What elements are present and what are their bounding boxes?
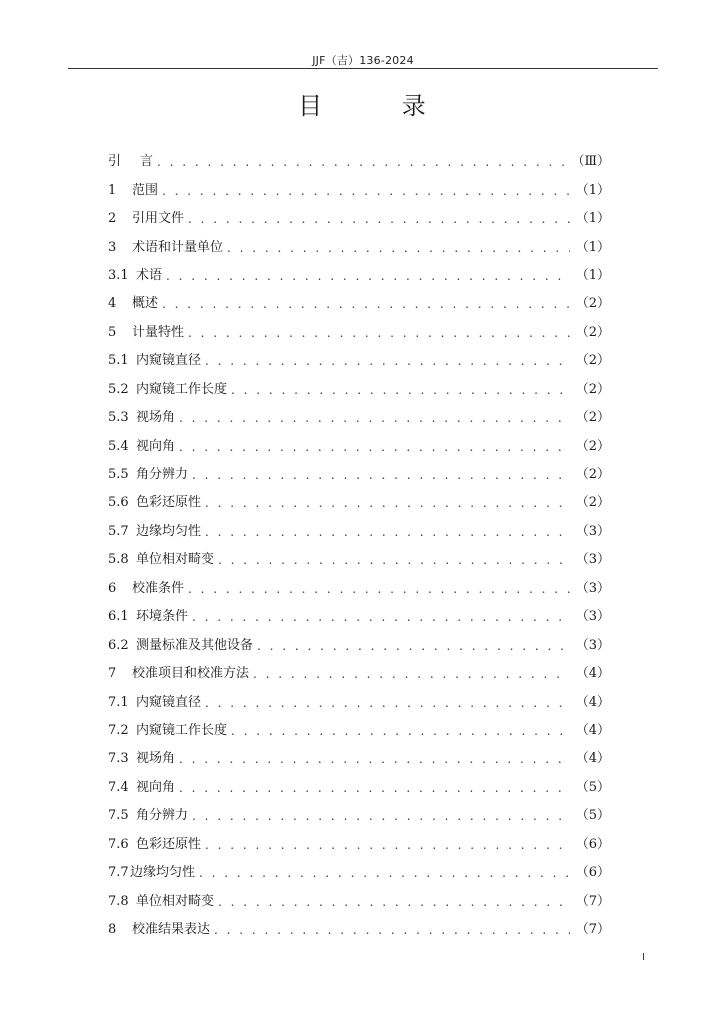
toc-entry-page: （5）: [575, 808, 610, 824]
toc-entry-number: 2: [108, 211, 117, 227]
toc-entry-number: 6.2: [108, 637, 129, 653]
toc-entry[interactable]: [108, 745, 610, 773]
toc-entry-page: （3）: [575, 580, 610, 596]
toc-dot-leader: [214, 916, 570, 944]
toc-entry-number: 7: [108, 666, 117, 682]
toc-entry[interactable]: [108, 262, 610, 290]
toc-entry-page: （2）: [575, 410, 610, 426]
page-number: I: [642, 952, 645, 963]
toc-dot-leader: [257, 632, 570, 660]
toc-dot-leader: [179, 774, 570, 802]
toc-entry-title: 校准结果表达: [132, 922, 211, 938]
toc-entry-title: 角分辨力: [136, 467, 189, 483]
toc-entry-number: 8: [108, 922, 117, 938]
toc-dot-leader: [253, 660, 570, 688]
toc-dot-leader: [218, 888, 570, 916]
page-title: 目 录: [298, 92, 462, 120]
toc-entry[interactable]: [108, 461, 610, 489]
toc-dot-leader: [227, 234, 570, 262]
toc-entry-title: 视向角: [136, 779, 176, 795]
toc-dot-leader: [199, 859, 570, 887]
toc-entry-title: 视场角: [136, 410, 176, 426]
toc-entry-page: （2）: [575, 353, 610, 369]
toc-entry[interactable]: [108, 802, 610, 830]
toc-entry-number: 7.6: [108, 836, 129, 852]
toc-entry[interactable]: [108, 774, 610, 802]
toc-entry[interactable]: [108, 916, 610, 944]
toc-entry-number: 5: [108, 324, 117, 340]
toc-dot-leader: [218, 546, 570, 574]
toc-entry-title: 言: [140, 154, 154, 170]
toc-entry[interactable]: [108, 631, 610, 659]
toc-entry-page: （3）: [575, 637, 610, 653]
toc-entry[interactable]: [108, 717, 610, 745]
toc-entry-title: 校准条件: [132, 580, 185, 596]
toc-entry-title: 视向角: [136, 438, 176, 454]
toc-entry-number: 6: [108, 580, 117, 596]
toc-entry[interactable]: [108, 887, 610, 915]
toc-entry[interactable]: [108, 660, 610, 688]
document-code-header: JJF（吉）136-2024: [312, 54, 414, 67]
toc-dot-leader: [231, 717, 570, 745]
toc-entry-page: （4）: [575, 666, 610, 682]
toc-entry-page: （2）: [575, 467, 610, 483]
toc-entry-title: 色彩还原性: [136, 836, 202, 852]
toc-entry-title: 术语和计量单位: [132, 239, 224, 255]
toc-entry-title: 内窥镜直径: [136, 694, 202, 710]
toc-entry-page: （2）: [575, 495, 610, 511]
toc-entry-page: （Ⅲ）: [571, 154, 610, 170]
toc-entry-title: 角分辨力: [136, 808, 189, 824]
toc-entry-number: 1: [108, 182, 117, 198]
toc-entry-number: 5.7: [108, 523, 129, 539]
toc-dot-leader: [192, 603, 570, 631]
toc-entry-number: 5.1: [108, 353, 129, 369]
toc-entry-title: 单位相对畸变: [136, 893, 215, 909]
toc-entry[interactable]: [108, 546, 610, 574]
toc-entry[interactable]: [108, 603, 610, 631]
toc-entry-number: 5.3: [108, 410, 129, 426]
toc-entry[interactable]: [108, 347, 610, 375]
toc-entry-title: 范围: [132, 182, 159, 198]
toc-entry-page: （1）: [575, 239, 610, 255]
toc-entry-title: 校准项目和校准方法: [132, 666, 250, 682]
toc-entry-number: 5.8: [108, 552, 129, 568]
toc-entry-page: （3）: [575, 523, 610, 539]
toc-entry-title: 计量特性: [132, 324, 185, 340]
toc-entry[interactable]: [108, 233, 610, 261]
toc-entry-title: 内窥镜工作长度: [136, 722, 228, 738]
toc-entry[interactable]: [108, 176, 610, 204]
toc-entry-page: （2）: [575, 324, 610, 340]
toc-entry-page: （1）: [575, 267, 610, 283]
toc-entry-number: 6.1: [108, 609, 129, 625]
toc-entry-number: 4: [108, 296, 117, 312]
toc-entry-number: 5.5: [108, 467, 129, 483]
toc-entry-page: （7）: [575, 893, 610, 909]
toc-entry-title: 内窥镜工作长度: [136, 381, 228, 397]
toc-entry-page: （2）: [575, 438, 610, 454]
toc-entry[interactable]: [108, 831, 610, 859]
toc-entry[interactable]: [108, 859, 610, 887]
toc-dot-leader: [162, 177, 570, 205]
toc-dot-leader: [205, 347, 570, 375]
toc-entry-number: 5.2: [108, 381, 129, 397]
toc-entry-page: （6）: [575, 836, 610, 852]
toc-entry-title: 术语: [136, 267, 163, 283]
toc-entry-page: （7）: [575, 922, 610, 938]
toc-dot-leader: [205, 689, 570, 717]
toc-dot-leader: [157, 148, 565, 176]
toc-entry-page: （2）: [575, 296, 610, 312]
toc-entry[interactable]: [108, 148, 610, 176]
toc-entry-page: （1）: [575, 182, 610, 198]
toc-entry-number: 7.3: [108, 751, 129, 767]
toc-entry-number: 7.5: [108, 808, 129, 824]
toc-entry-page: （5）: [575, 779, 610, 795]
toc-entry-number: 7.1: [108, 694, 129, 710]
toc-dot-leader: [205, 489, 570, 517]
toc-entry[interactable]: [108, 489, 610, 517]
toc-entry-title: 内窥镜直径: [136, 353, 202, 369]
toc-dot-leader: [192, 802, 570, 830]
toc-entry-title: 概述: [132, 296, 159, 312]
toc-entry-page: （4）: [575, 751, 610, 767]
toc-entry[interactable]: [108, 319, 610, 347]
toc-entry-number: 7.4: [108, 779, 129, 795]
toc-entry-number: 7.2: [108, 722, 129, 738]
toc-entry-number: 5.6: [108, 495, 129, 511]
toc-dot-leader: [179, 404, 570, 432]
toc-entry-title: 视场角: [136, 751, 176, 767]
toc-dot-leader: [166, 262, 570, 290]
toc-entry-number: 7.7: [108, 865, 129, 881]
toc-dot-leader: [231, 376, 570, 404]
toc-entry-page: （1）: [575, 211, 610, 227]
toc-entry[interactable]: [108, 290, 610, 318]
toc-entry-title: 单位相对畸变: [136, 552, 215, 568]
toc-entry-page: （2）: [575, 381, 610, 397]
toc-entry-page: （3）: [575, 552, 610, 568]
toc-entry-title: 环境条件: [136, 609, 189, 625]
toc-entry[interactable]: [108, 205, 610, 233]
toc-entry[interactable]: [108, 575, 610, 603]
toc-entry-title: 测量标准及其他设备: [136, 637, 254, 653]
toc-entry-title: 引用文件: [132, 211, 185, 227]
toc-entry-title: 色彩还原性: [136, 495, 202, 511]
toc-dot-leader: [179, 745, 570, 773]
toc-entry-page: （6）: [575, 865, 610, 881]
toc-dot-leader: [205, 831, 570, 859]
header-rule: [68, 68, 658, 69]
toc-entry[interactable]: [108, 518, 610, 546]
toc-entry-title: 边缘均匀性: [136, 523, 202, 539]
toc-entry-title: 边缘均匀性: [130, 865, 196, 881]
toc-entry-page: （4）: [575, 722, 610, 738]
toc-entry[interactable]: [108, 376, 610, 404]
toc-entry-page: （4）: [575, 694, 610, 710]
toc-dot-leader: [188, 575, 570, 603]
toc-entry-number: 3.1: [108, 267, 129, 283]
toc-dot-leader: [205, 518, 570, 546]
toc-entry[interactable]: [108, 432, 610, 460]
toc-entry[interactable]: [108, 404, 610, 432]
toc-dot-leader: [188, 205, 570, 233]
toc-dot-leader: [162, 290, 570, 318]
toc-dot-leader: [188, 319, 570, 347]
toc-entry-number: 3: [108, 239, 117, 255]
toc-entry-page: （3）: [575, 609, 610, 625]
toc-dot-leader: [192, 461, 570, 489]
toc-entry-number: 引: [108, 154, 122, 170]
table-of-contents: [108, 148, 610, 944]
toc-entry-number: 5.4: [108, 438, 129, 454]
toc-dot-leader: [179, 433, 570, 461]
toc-entry[interactable]: [108, 688, 610, 716]
toc-entry-number: 7.8: [108, 893, 129, 909]
